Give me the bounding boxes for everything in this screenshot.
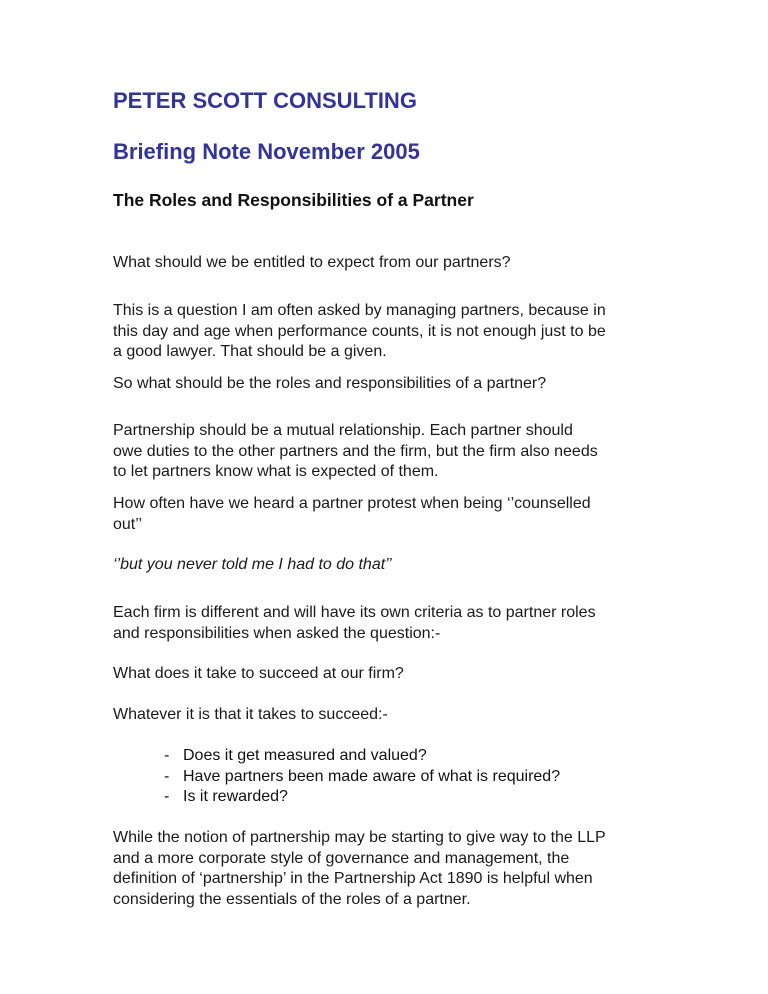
text-line: While the notion of partnership may be starting to give way to the LLP: [113, 829, 606, 846]
paragraph: [113, 253, 673, 274]
text-line: considering the essentials of the roles of a partner.: [113, 890, 471, 908]
paragraph: [113, 421, 673, 483]
paragraph: [113, 494, 673, 535]
text-line: owe duties to the other partners and the firm, but the firm also needs: [113, 442, 598, 460]
text-line: and responsibilities when asked the question:-: [113, 624, 441, 642]
text-line: What does it take to succeed at our firm?: [113, 665, 404, 682]
text-line: Partnership should be a mutual relationship. Each partner should: [113, 422, 573, 439]
text-line: out’’: [113, 515, 143, 533]
document-subtitle: Briefing Note November 2005: [113, 139, 420, 164]
text-line: How often have we heard a partner protest when being ‘’counselled: [113, 495, 591, 512]
text-line: definition of ‘partnership’ in the Partnership Act 1890 is helpful when: [113, 870, 593, 887]
quote-paragraph: [113, 555, 673, 576]
text-line: So what should be the roles and responsibilities of a partner?: [113, 375, 547, 392]
document-title: PETER SCOTT CONSULTING: [113, 88, 417, 113]
paragraph: [113, 705, 673, 726]
list-item-text: Is it rewarded?: [183, 788, 288, 805]
bullet-marker: -: [164, 767, 170, 785]
list-item-text: Does it get measured and valued?: [183, 747, 427, 764]
bullet-marker: -: [164, 788, 170, 805]
text-line: Whatever it is that it takes to succeed:-: [113, 706, 388, 723]
text-line: Each firm is different and will have its own criteria as to partner roles: [113, 604, 596, 621]
text-line: ‘’but you never told me I had to do that’’: [113, 556, 392, 573]
section-heading: The Roles and Responsibilities of a Partner: [113, 190, 474, 210]
bullet-marker: -: [164, 747, 170, 764]
paragraph: [113, 828, 673, 910]
text-line: and a more corporate style of governance and management, the: [113, 849, 570, 867]
text-line: this day and age when performance counts, it is not enough just to be: [113, 322, 606, 340]
text-line: What should we be entitled to expect from our partners?: [113, 254, 511, 271]
list-item-text: Have partners been made aware of what is required?: [183, 767, 561, 785]
paragraph: [113, 603, 673, 644]
text-line: This is a question I am often asked by managing partners, because in: [113, 302, 606, 319]
text-line: to let partners know what is expected of them.: [113, 463, 439, 480]
paragraph: [113, 374, 673, 395]
text-line: a good lawyer. That should be a given.: [113, 343, 387, 360]
paragraph: [113, 664, 673, 685]
paragraph: [113, 301, 673, 363]
